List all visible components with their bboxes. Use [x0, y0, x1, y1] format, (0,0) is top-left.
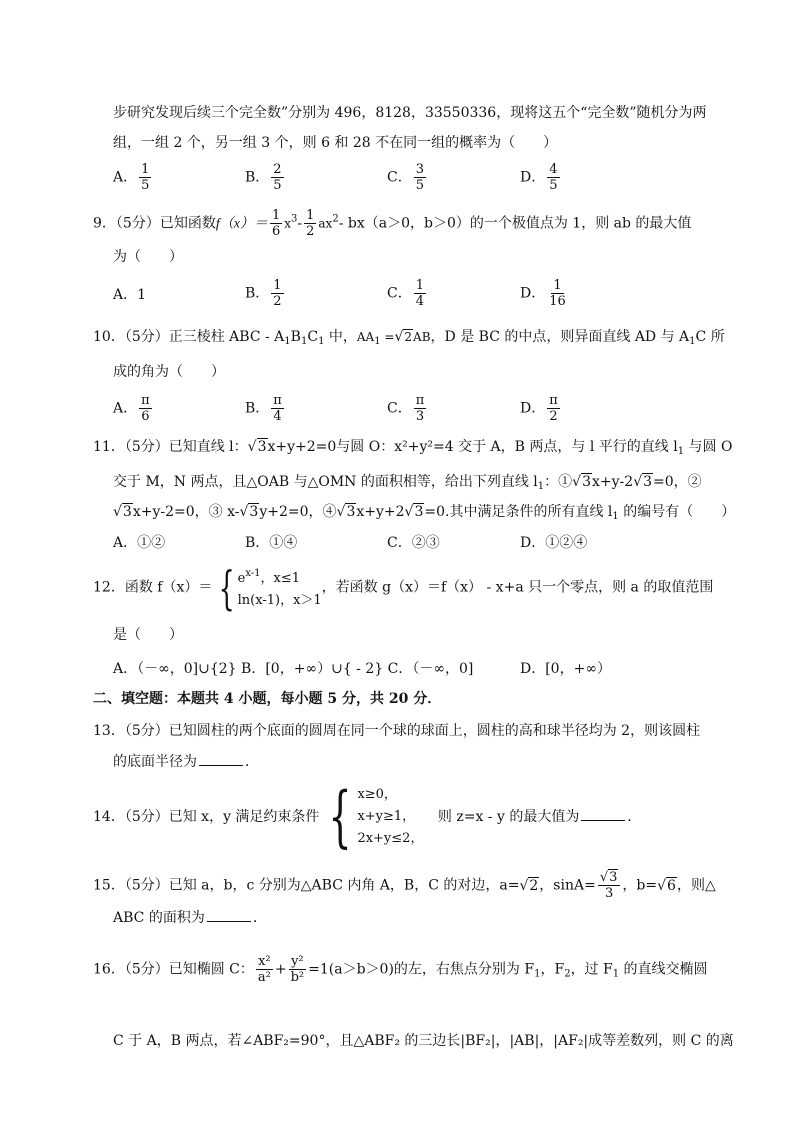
q10-option-c: C． $\frac{\pi}{3}$ [387, 393, 425, 424]
q10-line2: 成的角为（ ） [113, 364, 225, 380]
q10-option-d: D． $\frac{\pi}{2}$ [520, 393, 558, 424]
q15-line2: ABC 的面积为 ． [113, 910, 267, 926]
section-2-heading: 二、填空题：本题共 4 小题，每小题 5 分，共 20 分． [93, 691, 442, 707]
q10-option-a: A． $\frac{\pi}{6}$ [113, 393, 150, 424]
q9-line1: 9．（5分）已知函数f（x）＝ $\frac{1}{6}$ $x^3-$ $\frac{1}{2}$ $ax^2-$ bx（a＞0，b＞0）的一个极值点为 1，则 ab 的最大值 [93, 208, 692, 239]
q9-option-b: B． $\frac{1}{2}$ [245, 278, 282, 309]
q12-option-d: D．[0，+∞） [520, 661, 611, 677]
q8-option-a: A． $\frac{1}{5}$ [113, 162, 150, 193]
q11-line2: 交于 M，N 两点，且△OAB 与△OMN 的面积相等，给出下列直线 $l_1$：①√3x+y-2√3=0，② [113, 474, 702, 492]
q12-line2: 是（ ） [113, 627, 183, 643]
q11-option-a: A．①② [113, 535, 166, 551]
q9-option-a: A．1 [113, 287, 147, 303]
q10-option-b: B． $\frac{\pi}{4}$ [245, 393, 282, 424]
q8-line2: 组，一组 2 个，另一组 3 个，则 6 和 28 不在同一组的概率为（ ） [113, 135, 558, 151]
answer-blank[interactable] [199, 765, 243, 766]
q16-line2: C 于 A，B 两点，若∠ABF₂=90°，且△ABF₂ 的三边长|BF₂|，|AB|，|AF₂|成等差数列，则 C 的离 [113, 1033, 734, 1049]
q14-line: 14．（5分）已知 x，y 满足约束条件 { x≥0， x+y≥1， 2x+y≤2， 则 z=x - y 的最大值为 ． [93, 778, 642, 855]
q9-line2: 为（ ） [113, 249, 183, 265]
q8-line1: 步研究发现后续三个完全数”分别为 496，8128，33550336，现将这五个“完全数”随机分为两 [113, 105, 707, 121]
q9-option-d: D． $\frac{1}{16}$ [520, 278, 566, 309]
q13-line2: 的底面半径为 ． [113, 754, 259, 770]
q11-line1: 11．（5分）已知直线 l：√3x+y+2=0与圆 O：x²+y²=4 交于 A，B 两点，与 l 平行的直线 $l_1$ 与圆 O [93, 439, 733, 457]
q8-option-d: D． $\frac{4}{5}$ [520, 162, 558, 193]
answer-blank[interactable] [581, 820, 625, 821]
q8-option-c: C． $\frac{3}{5}$ [387, 162, 424, 193]
q12-options-abc: A．（－∞，0]∪{2} B．[0，+∞）∪{ - 2} C．（－∞，0] [113, 661, 474, 677]
answer-blank[interactable] [207, 921, 251, 922]
q11-option-c: C．②③ [387, 535, 440, 551]
q16-line1: 16．（5分）已知椭圆 C： $\frac{\text{x²}}{\text{a²}}$ + $\frac{\text{y²}}{\text{b²}}$ =1(a＞b＞0)的左，右焦点分别为 $F_1$，$F_2$，过 $F_1$ 的直线交椭圆 [93, 954, 708, 985]
q11-option-b: B．①④ [245, 535, 298, 551]
q9-option-c: C． $\frac{1}{4}$ [387, 278, 424, 309]
q13-line1: 13．（5分）已知圆柱的两个底面的圆周在同一个球的球面上，圆柱的高和球半径均为 2，则该圆柱 [93, 723, 701, 739]
q11-option-d: D．①②④ [520, 535, 588, 551]
q11-line3: √3x+y-2=0，③ x-√3y+2=0，④√3x+y+2√3=0.其中满足条件的所有直线 $l_1$ 的编号有（ ） [113, 504, 736, 522]
q15-line1: 15．（5分）已知 a，b，c 分别为△ABC 内角 A，B，C 的对边，a=√2，sinA= $\frac{√3}{3}$ ，b=√6，则△ [93, 870, 716, 901]
q10-line1: 10．（5分）正三棱柱 ABC - $A_1B_1C_1$ 中，$AA_1 =√2AB$，D 是 BC 的中点，则异面直线 AD 与 $A_1C$ 所 [93, 329, 725, 347]
q12-line1: 12．函数 f（x）＝ { $e^{x-1}$，x≤1 ln(x-1)，x＞1 ，若函数 g（x）＝f（x） - x+a 只一个零点，则 a 的取值范围 [93, 560, 714, 615]
q8-option-b: B． $\frac{2}{5}$ [245, 162, 282, 193]
